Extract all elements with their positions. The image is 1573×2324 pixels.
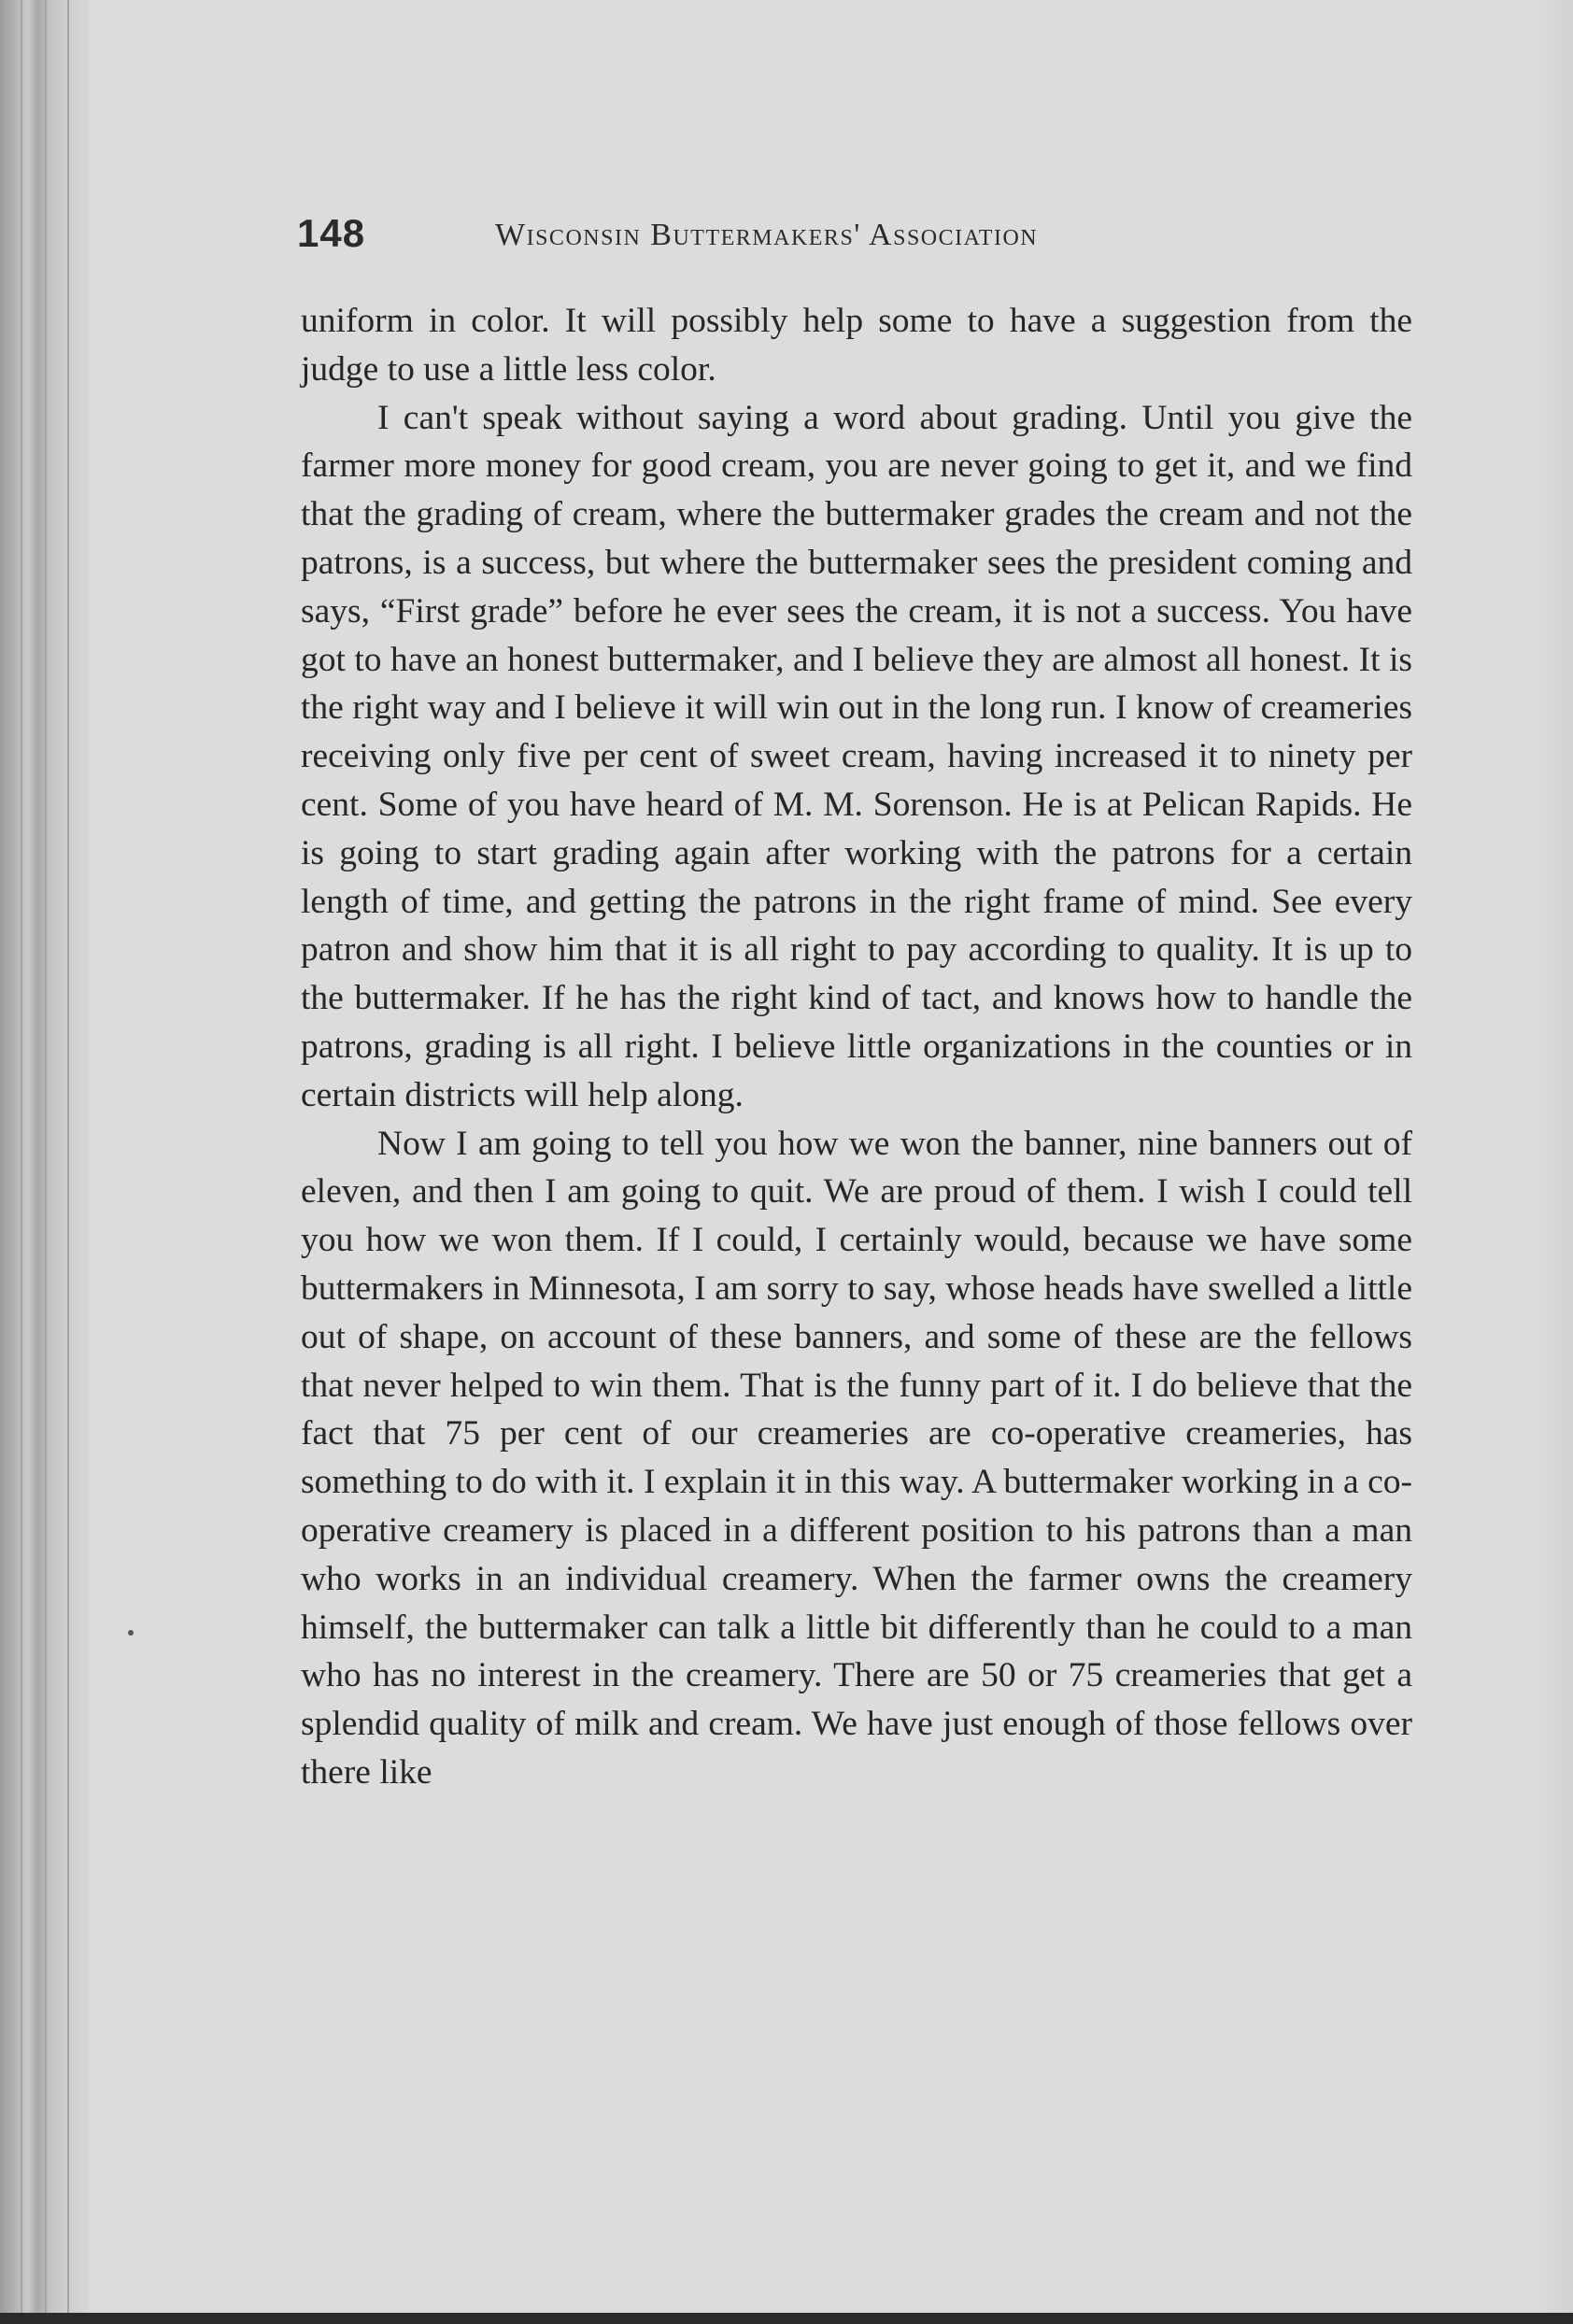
page-header bbox=[297, 207, 1418, 263]
page-bottom-edge bbox=[0, 2313, 1573, 2324]
binding-line bbox=[67, 0, 69, 2324]
page-number: 148 bbox=[297, 211, 366, 255]
running-head: Wisconsin Buttermakers' Association bbox=[495, 218, 1039, 252]
binding-line bbox=[21, 0, 22, 2324]
body-text bbox=[301, 297, 1412, 1797]
paragraph: Now I am going to tell you how we won the banner, nine banners out of eleven, and then I am going to quit. We are proud of them. I wish I could tell you how we won them. If I could, I certainly would, because we have some buttermakers in Minnesota, I am sorry to say, whose heads have swelled a little out of shape, on account of these banners, and some of these are the fellows that never helped to win them. That is the funny part of it. I do believe that the fact that 75 per cent of our creameries are co-operative creameries, has something to do with it. I explain it in this way. A buttermaker working in a co-operative creamery is placed in a different position to his patrons than a man who works in an individual creamery. When the farmer owns the creamery himself, the buttermaker can talk a little bit differently than he could to a man who has no interest in the creamery. There are 50 or 75 creameries that get a splendid quality of milk and cream. We have just enough of those fellows over there like bbox=[301, 1124, 1412, 1792]
paragraph: uniform in color. It will possibly help some to have a suggestion from the judge to use a little less color. bbox=[301, 302, 1412, 389]
page-right-edge bbox=[1536, 0, 1573, 2324]
binding-line bbox=[45, 0, 47, 2324]
page-speck bbox=[128, 1630, 134, 1636]
paragraph: I can't speak without saying a word about grading. Until you give the farmer more money for good cream, you are never going to get it, and we find that the grading of cream, where the buttermaker grades the cream and not the patrons, is a success, but where the buttermaker sees the president coming and says, “First grade” before he ever sees the cream, it is not a success. You have got to have an honest buttermaker, and I believe they are almost all honest. It is the right way and I believe it will win out in the long run. I know of creameries receiving only five per cent of sweet cream, having increased it to ninety per cent. Some of you have heard of M. M. Sorenson. He is at Pelican Rapids. He is going to start grading again after working with the patrons for a certain length of time, and getting the patrons in the right frame of mind. See every patron and show him that it is all right to pay according to quality. It is up to the buttermaker. If he has the right kind of tact, and knows how to handle the patrons, grading is all right. I believe little organizations in the counties or in certain districts will help along. bbox=[301, 398, 1412, 1114]
